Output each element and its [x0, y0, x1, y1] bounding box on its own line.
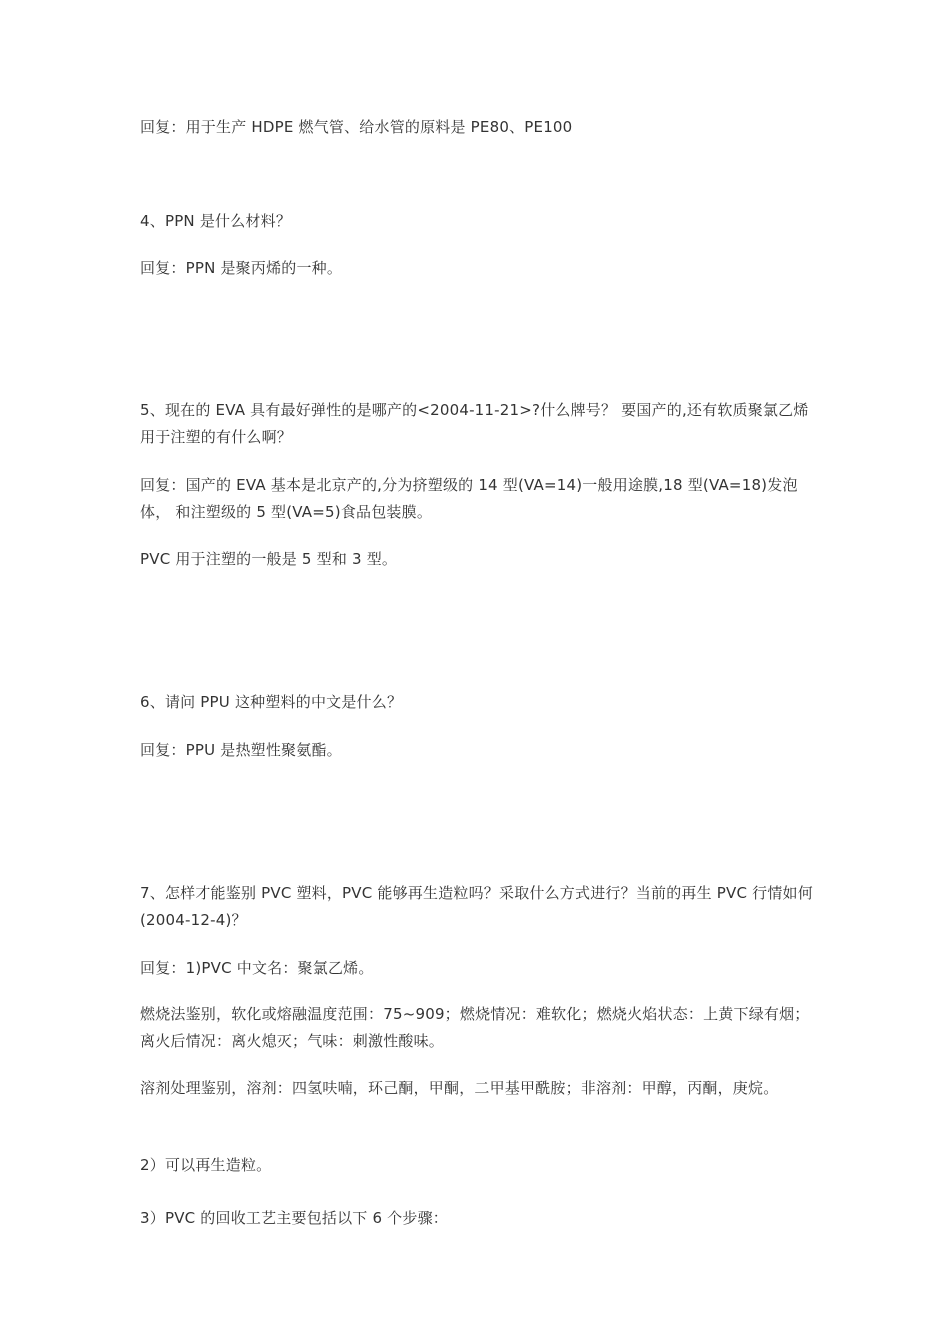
reply-q5-pvc: PVC 用于注塑的一般是 5 型和 3 型。 — [140, 550, 398, 568]
reply-q4: 回复：PPN 是聚丙烯的一种。 — [140, 259, 343, 277]
question-4: 4、PPN 是什么材料？ — [140, 212, 292, 230]
reply-q7-solvent-test: 溶剂处理鉴别，溶剂：四氢呋喃，环己酮，甲酮，二甲基甲酰胺；非溶剂：甲醇，丙酮，庚烷。 — [140, 1079, 779, 1097]
question-7: 7、怎样才能鉴别 PVC 塑料，PVC 能够再生造粒吗？采取什么方式进行？当前的再生 PVC 行情如何(2004-12-4)？ — [140, 884, 813, 929]
reply-q5: 回复：国产的 EVA 基本是北京产的,分为挤塑级的 14 型(VA=14)一般用途膜,18 型(VA=18)发泡体， 和注塑级的 5 型(VA=5)食品包装膜。 — [140, 476, 798, 521]
reply-q7-part1: 回复：1)PVC 中文名：聚氯乙烯。 — [140, 959, 374, 977]
reply-q7-part3: 3）PVC 的回收工艺主要包括以下 6 个步骤： — [140, 1209, 448, 1227]
reply-q3: 回复：用于生产 HDPE 燃气管、给水管的原料是 PE80、PE100 — [140, 118, 573, 136]
question-6: 6、请问 PPU 这种塑料的中文是什么？ — [140, 693, 403, 711]
reply-q6: 回复：PPU 是热塑性聚氨酯。 — [140, 741, 342, 759]
reply-q7-burn-test: 燃烧法鉴别，软化或熔融温度范围：75~909；燃烧情况：难软化；燃烧火焰状态：上黄下绿有烟；离火后情况：离火熄灭；气味：刺激性酸味。 — [140, 1005, 810, 1050]
question-5: 5、现在的 EVA 具有最好弹性的是哪产的<2004-11-21>?什么牌号？ 要国产的,还有软质聚氯乙烯用于注塑的有什么啊？ — [140, 401, 809, 446]
reply-q7-part2: 2）可以再生造粒。 — [140, 1156, 272, 1174]
